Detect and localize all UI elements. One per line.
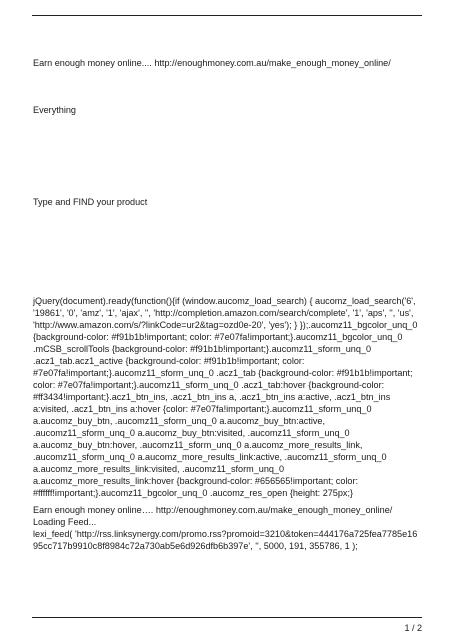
loading-feed-line: Loading Feed... [33,517,97,527]
lexi-feed-line: lexi_feed( 'http://rss.linksynergy.com/promo.rss?promoid=3210&token=444176a725fea7785e16 95cc717b9910c8f8984c72a730ab5e6d926dfb6b397e', '', 5000, 191, 355786, 1 ); [33,529,418,551]
page-number: 1 / 2 [404,623,422,633]
code-block: jQuery(document).ready(function(){if (window.aucomz_load_search) { aucomz_load_search('6', '19861', '0', 'amz', '1', 'ajax', '', 'http://completion.amazon.com/search/complete', '1', 'aps', '', 'us', 'http://www.amazon.com/s/?linkCode=ur2&tag=ozd0e-20', 'yes'); } });.aucomz11_bgcolor_unq_0 {background-color: #f91b1b!important; color: #7e07fa!important;}.aucomz11_bgcolor_unq_0 .mCSB_scrollTools {background-color: #f91b1b!important;}.aucomz11_sform_unq_0 .acz1_tab.acz1_active {background-color: #f91b1b!important; color: #7e07fa!important;}.aucomz11_sform_unq_0 .acz1_tab {background-color: #f91b1b!important; color: #7e07fa!important;}.aucomz11_sform_unq_0 .acz1_tab:hover {background-color: #ff3434!important;}.acz1_btn_ins, .acz1_btn_ins a, .acz1_btn_ins a:active, .acz1_btn_ins a:visited, .acz1_btn_ins a:hover {color: #7e07fa!important;}.aucomz11_sform_unq_0 a.aucomz_buy_btn, .aucomz11_sform_unq_0 a.aucomz_buy_btn:active, .aucomz11_sform_unq_0 a.aucomz_buy_btn:visited, .aucomz11_sform_unq_0 a.aucomz_buy_btn:hover, .aucomz11_sform_unq_0 a.aucomz_more_results_link, .aucomz11_sform_unq_0 a.aucomz_more_results_link:active, .aucomz11_sform_unq_0 a.aucomz_more_results_link:visited, .aucomz11_sform_unq_0 a.aucomz_more_results_link:hover {background-color: #656565!important; color: #ffffff!important;}.aucomz11_bgcolor_unq_0 .aucomz_res_open {height: 275px;} [33,296,418,498]
earn-money-line: Earn enough money online.... http://enoughmoney.com.au/make_enough_money_online/ [33,58,391,68]
everything-line: Everything [33,105,76,115]
footer-rule [32,617,422,618]
header-rule [32,15,422,16]
earn-money-line-2: Earn enough money online…. http://enoughmoney.com.au/make_enough_money_online/ [33,505,393,515]
type-and-find-line: Type and FIND your product [33,197,148,207]
